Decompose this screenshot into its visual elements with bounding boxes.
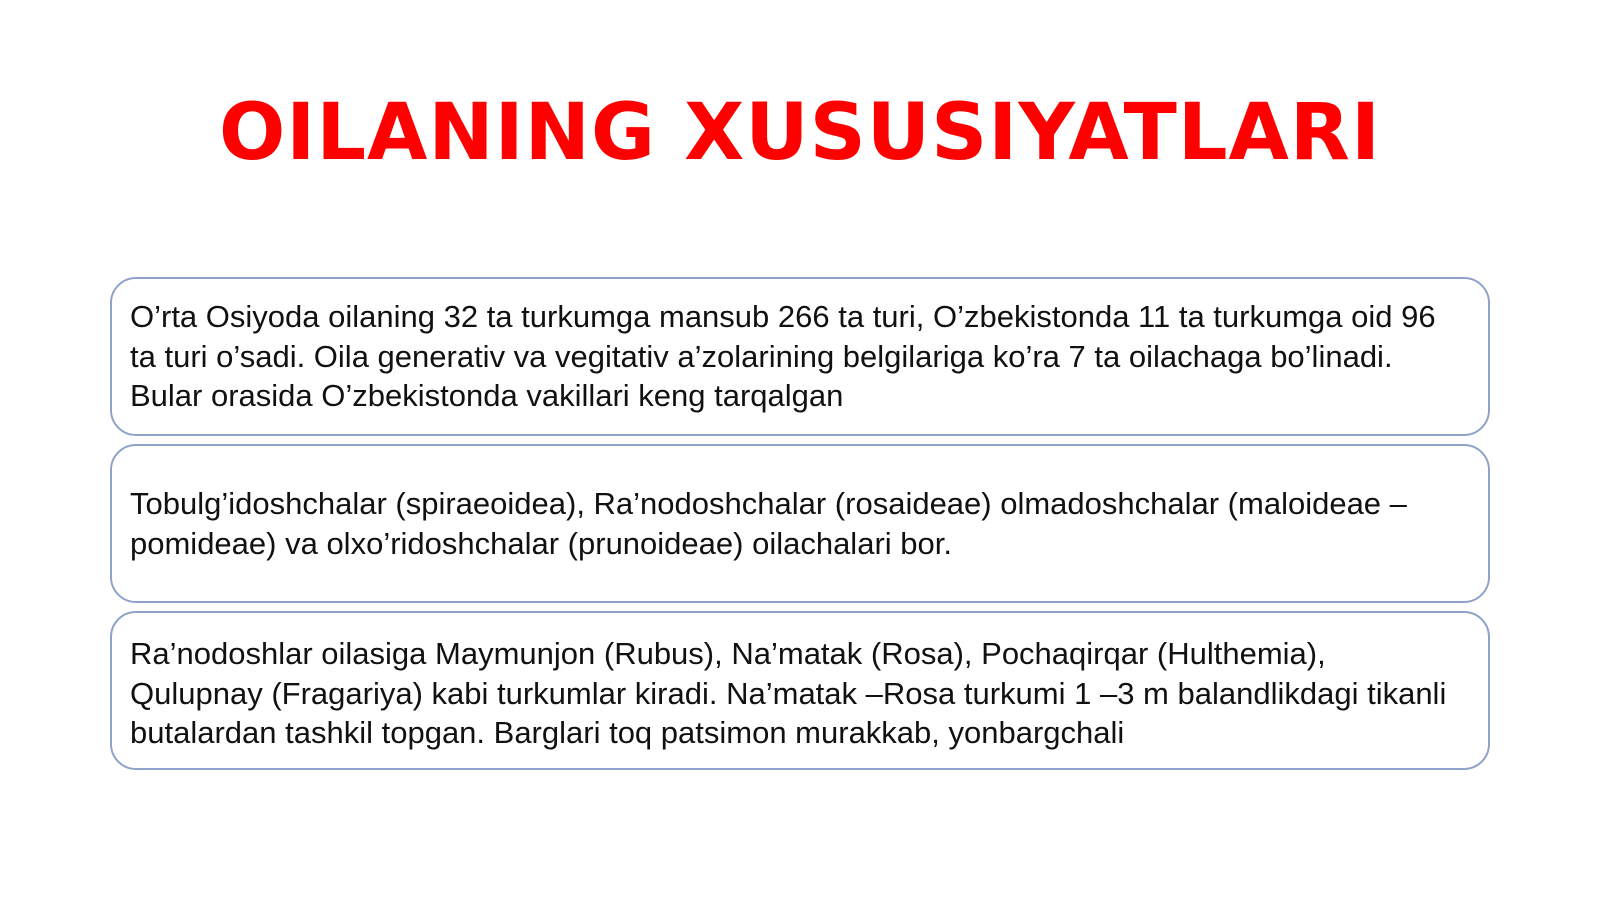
text-box-2	[110, 444, 1490, 603]
slide-title: OILANING XUSUSIYATLARI	[218, 88, 1382, 178]
text-box-1	[110, 277, 1490, 436]
text-box-3-text: Ra’nodoshlar oilasiga Maymunjon (Rubus), Na’matak (Rosa), Pochaqirqar (Hulthemia), Qulupnay (Fragariya) kabi turkumlar kiradi. Na’matak –Rosa turkumi 1 –3 m balandlikdagi tikanli butalardan tashkil topgan. Barglari toq patsimon murakkab, yonbargchali	[130, 636, 1447, 750]
text-box-3	[110, 611, 1490, 770]
text-box-2-text: Tobulg’idoshchalar (spiraeoidea), Ra’nodoshchalar (rosaideae) olmadoshchalar (maloideae –pomideae) va olxo’ridoshchalar (prunoideae) oilachalari bor.	[130, 486, 1407, 561]
text-box-1-text: O’rta Osiyoda oilaning 32 ta turkumga mansub 266 ta turi, O’zbekistonda 11 ta turkumga oid 96 ta turi o’sadi. Oila generativ va vegitativ a’zolarining belgilariga ko’ra 7 ta oilachaga bo’linadi. Bular orasida O’zbekistonda vakillari keng tarqalgan	[130, 299, 1436, 413]
